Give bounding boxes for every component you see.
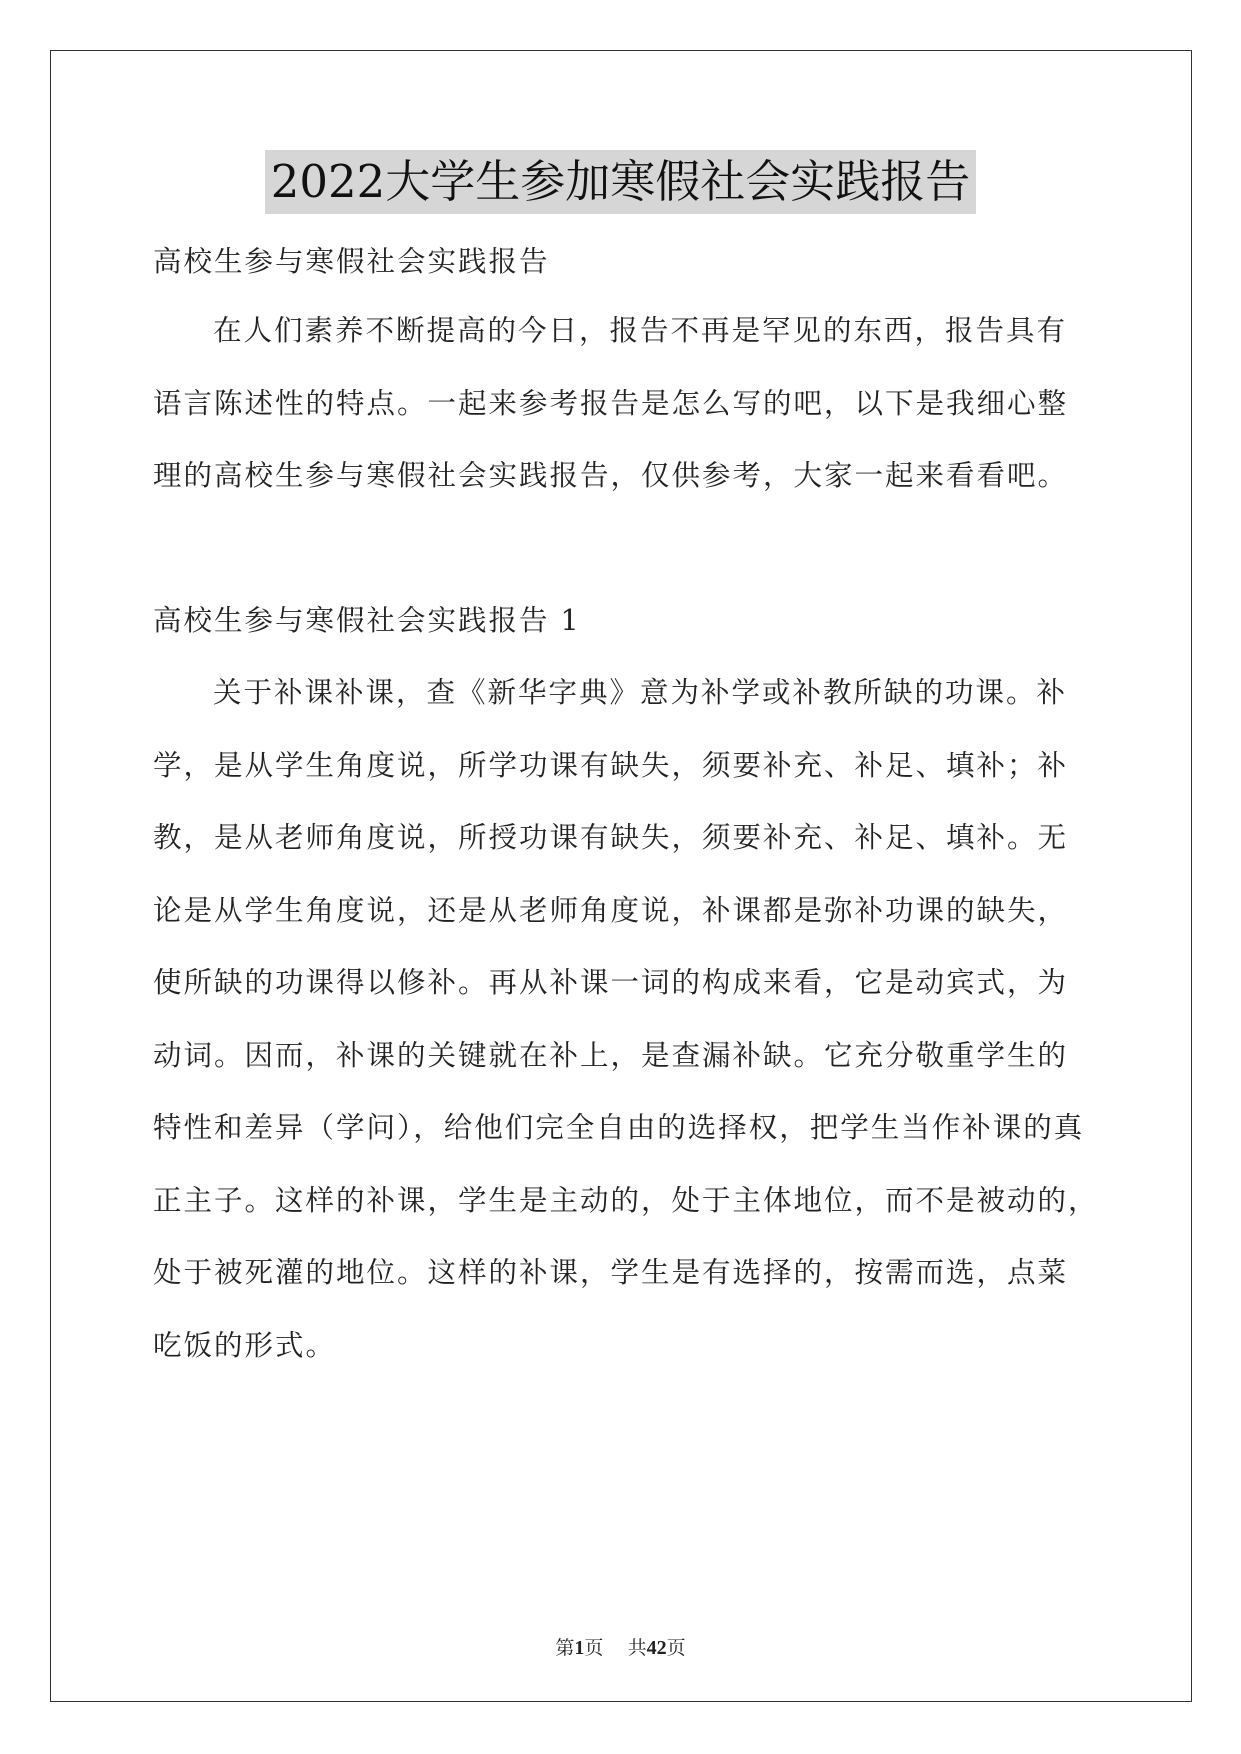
total-prefix: 共 (627, 1637, 647, 1659)
body-line: 动词。因而，补课的关键就在补上，是查漏补缺。它充分敬重学生的 (153, 1039, 1069, 1072)
title-container (0, 150, 1241, 214)
document-title: 2022大学生参加寒假社会实践报告 (265, 150, 977, 214)
body-line: 关于补课补课，查《新华字典》意为补学或补教所缺的功课。补 (213, 676, 1068, 709)
page-suffix: 页 (584, 1637, 604, 1659)
subtitle: 高校生参与寒假社会实践报告 (153, 245, 550, 278)
body-line: 吃饭的形式。 (153, 1329, 337, 1362)
body-line: 学，是从学生角度说，所学功课有缺失，须要补充、补足、填补；补 (153, 749, 1069, 782)
body-line: 教，是从老师角度说，所授功课有缺失，须要补充、补足、填补。无 (153, 821, 1069, 854)
body-line: 处于被死灌的地位。这样的补课，学生是有选择的，按需而选，点菜 (153, 1256, 1069, 1289)
page-border (50, 50, 1192, 1702)
section-heading: 高校生参与寒假社会实践报告 1 (153, 604, 581, 637)
intro-line: 语言陈述性的特点。一起来参考报告是怎么写的吧，以下是我细心整 (153, 387, 1069, 420)
page-number: 1 (574, 1637, 585, 1659)
body-line: 使所缺的功课得以修补。再从补课一词的构成来看，它是动宾式，为 (153, 966, 1069, 999)
intro-line: 理的高校生参与寒假社会实践报告，仅供参考，大家一起来看看吧。 (153, 459, 1069, 492)
total-pages: 42 (646, 1637, 667, 1659)
body-line: 正主子。这样的补课，学生是主动的，处于主体地位，而不是被动的， (153, 1184, 1099, 1217)
body-line: 论是从学生角度说，还是从老师角度说，补课都是弥补功课的缺失， (153, 894, 1069, 927)
body-line: 特性和差异（学问），给他们完全自由的选择权，把学生当作补课的真 (153, 1111, 1085, 1144)
page-footer (0, 1633, 1241, 1660)
page-prefix: 第 (555, 1637, 575, 1659)
total-suffix: 页 (666, 1637, 686, 1659)
intro-line: 在人们素养不断提高的今日，报告不再是罕见的东西，报告具有 (213, 314, 1068, 347)
